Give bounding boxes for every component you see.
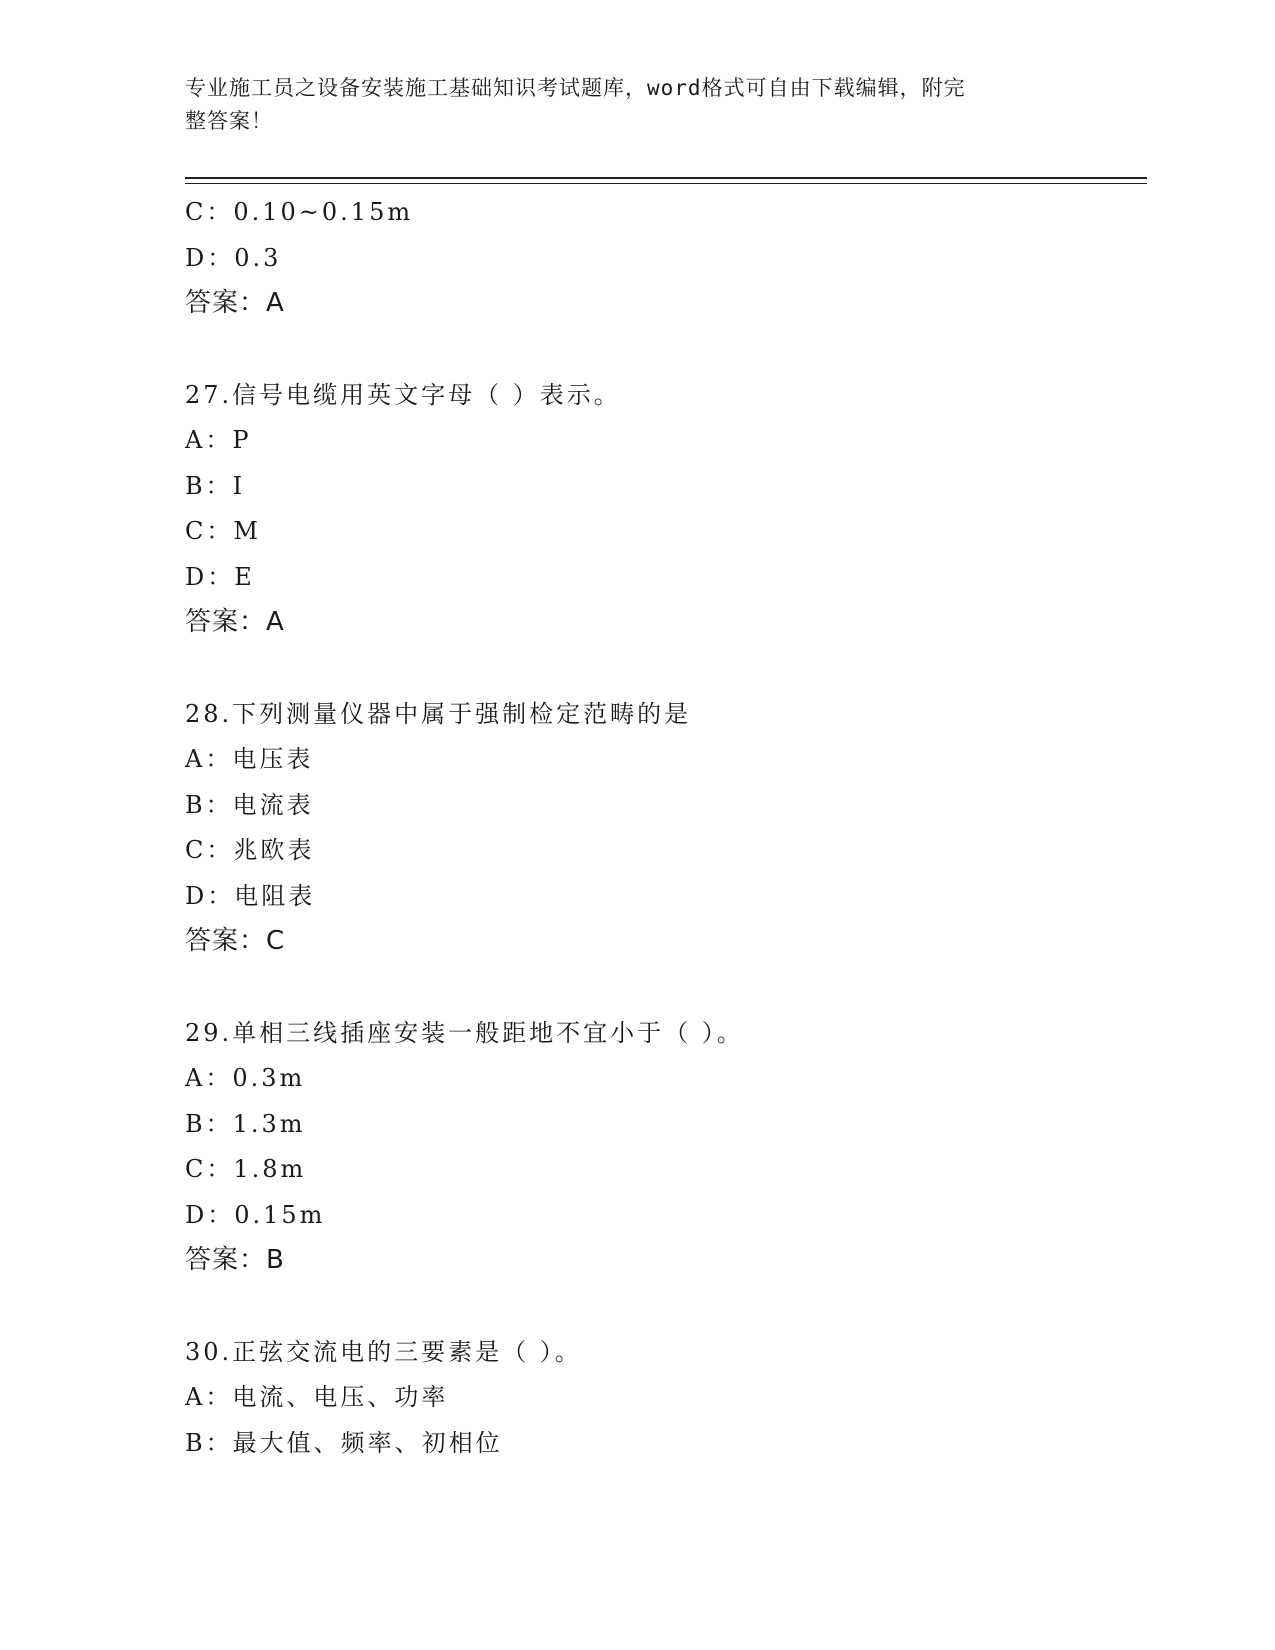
text-line: C：0.10~0.15m: [185, 198, 414, 226]
text-line: 27.信号电缆用英文字母（ ）表示。: [185, 380, 621, 409]
text-line: C：1.8m: [185, 1155, 307, 1183]
text-line: B：I: [185, 471, 246, 500]
header-line-1: 专业施工员之设备安装施工基础知识考试题库，word格式可自由下载编辑，附完: [185, 76, 966, 100]
text-line: A：0.3m: [185, 1064, 306, 1092]
text-line: A：电流、电压、功率: [185, 1383, 449, 1411]
header-rule-thin: [185, 183, 1147, 184]
text-line: D：0.15m: [185, 1200, 326, 1229]
header-rule-thick: [185, 177, 1147, 179]
text-line: 29.单相三线插座安装一般距地不宜小于（ ）。: [185, 1018, 744, 1047]
header-line-2: 整答案！: [185, 109, 273, 133]
spacer: [185, 1284, 1145, 1330]
text-line: A：电压表: [185, 745, 314, 773]
text-line: D：E: [185, 562, 255, 591]
text-line: D：电阻表: [185, 881, 316, 910]
text-line: 28.下列测量仪器中属于强制检定范畴的是: [185, 699, 692, 728]
spacer: [185, 646, 1145, 692]
text-line: C：M: [185, 517, 261, 545]
answer-line: 答案：B: [185, 1245, 285, 1275]
text-line: B：最大值、频率、初相位: [185, 1428, 503, 1457]
text-line: B：1.3m: [185, 1109, 306, 1138]
answer-line: 答案：A: [185, 607, 285, 637]
answer-line: 答案：A: [185, 288, 285, 318]
text-line: D：0.3: [185, 243, 282, 272]
text-line: C：兆欧表: [185, 836, 315, 864]
spacer: [185, 965, 1145, 1011]
text-line: B：电流表: [185, 790, 314, 819]
answer-line: 答案：C: [185, 926, 286, 956]
question-list: [185, 190, 1145, 1466]
text-line: A：P: [185, 426, 252, 454]
text-line: 30.正弦交流电的三要素是（ ）。: [185, 1337, 582, 1366]
spacer: [185, 327, 1145, 373]
document-header: [185, 72, 1065, 138]
